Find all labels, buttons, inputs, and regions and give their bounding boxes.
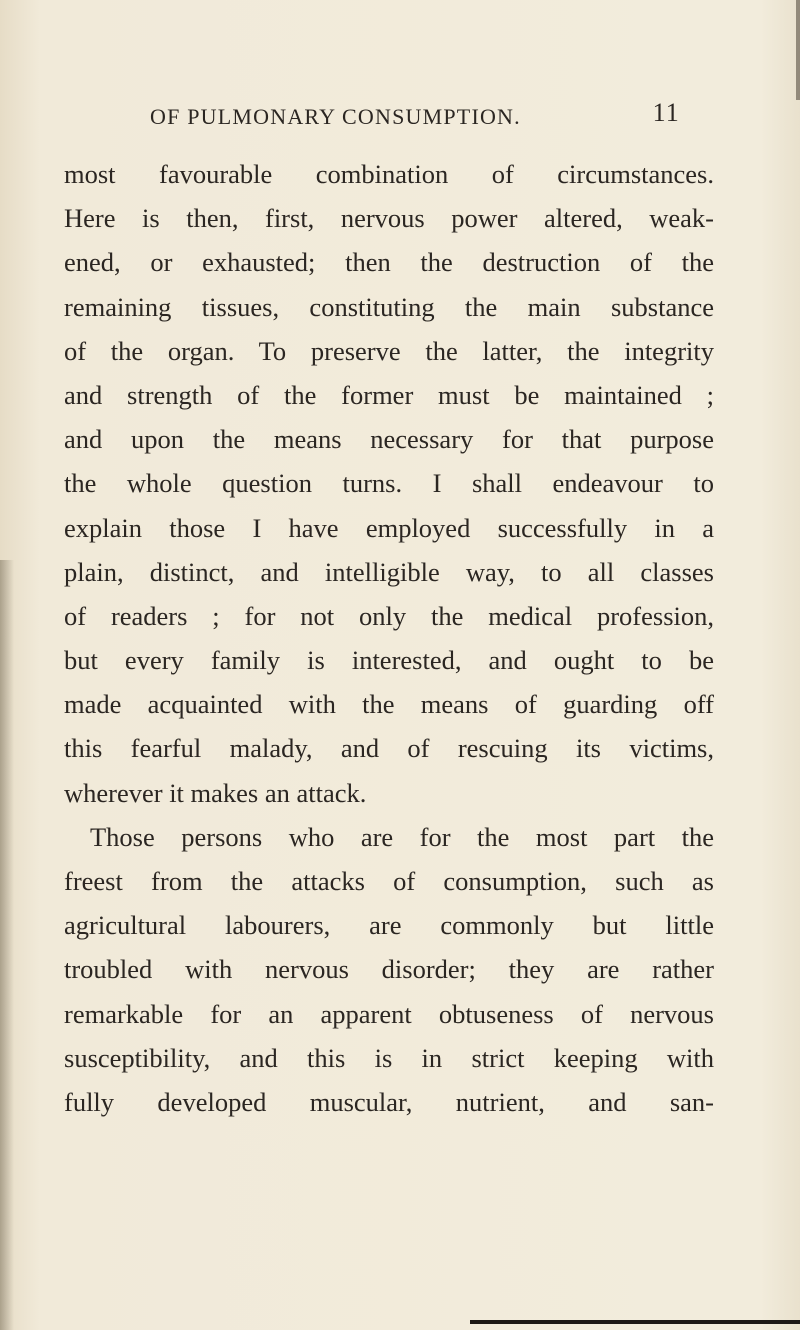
text-line: susceptibility, and this is in strict keeping with <box>64 1042 714 1073</box>
text-line: and upon the means necessary for that purpose <box>64 424 714 455</box>
running-title: OF PULMONARY CONSUMPTION. <box>150 104 521 129</box>
bottom-rule <box>470 1320 800 1324</box>
text-line: made acquainted with the means of guarding off <box>64 689 714 720</box>
text-line: of readers ; for not only the medical profession, <box>64 600 714 631</box>
body-text <box>64 152 714 1124</box>
gutter-shadow <box>0 560 14 1330</box>
page-edge <box>796 0 800 100</box>
text-line: the whole question turns. I shall endeavour to <box>64 468 714 499</box>
text-line: fully developed muscular, nutrient, and san- <box>64 1086 714 1117</box>
paragraph-end-line: wherever it makes an attack. <box>64 777 367 808</box>
text-line: agricultural labourers, are commonly but little <box>64 910 714 941</box>
page-number: 11 <box>652 98 680 127</box>
text-line: ened, or exhausted; then the destruction of the <box>64 247 714 278</box>
text-line: troubled with nervous disorder; they are rather <box>64 954 714 985</box>
text-line: but every family is interested, and ought to be <box>64 645 714 676</box>
text-line: remaining tissues, constituting the main substance <box>64 291 714 322</box>
text-line: explain those I have employed successfully in a <box>64 512 714 543</box>
text-line: freest from the attacks of consumption, such as <box>64 866 714 896</box>
text-line: of the organ. To preserve the latter, the integrity <box>64 335 714 366</box>
text-line: and strength of the former must be maintained ; <box>64 379 714 410</box>
paragraph-start-line: Those persons who are for the most part the <box>90 821 714 852</box>
text-line: remarkable for an apparent obtuseness of nervous <box>64 998 714 1029</box>
text-line: Here is then, first, nervous power altered, weak- <box>64 203 714 234</box>
text-line: this fearful malady, and of rescuing its victims, <box>64 733 714 764</box>
text-line: most favourable combination of circumstances. <box>64 159 714 189</box>
text-line: plain, distinct, and intelligible way, to all classes <box>64 556 714 587</box>
running-header <box>150 98 680 134</box>
